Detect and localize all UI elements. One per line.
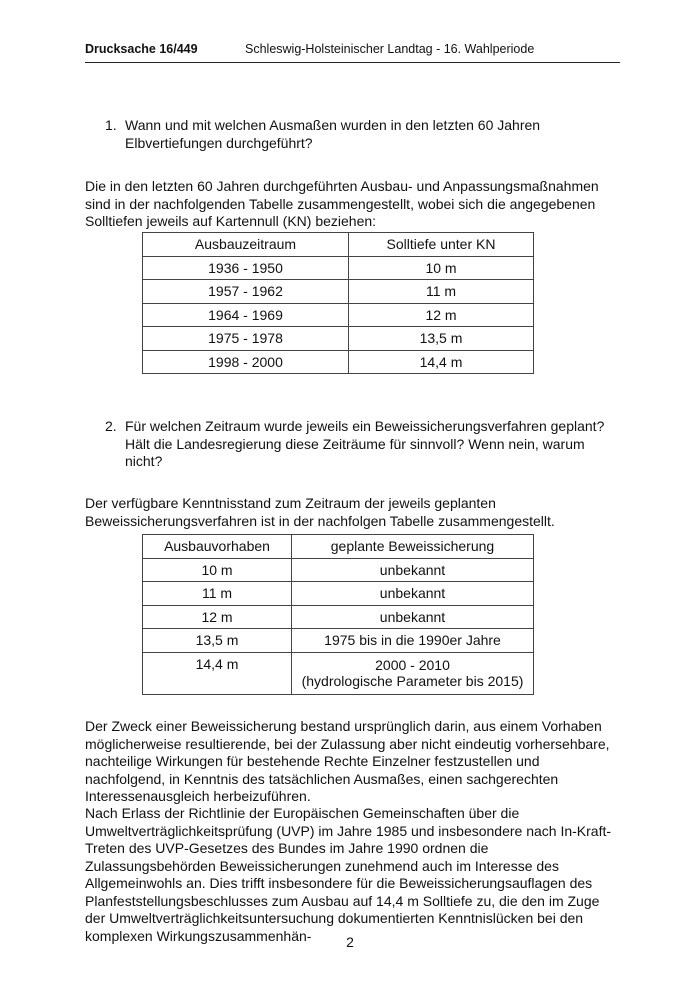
table-cell: 1964 - 1969 (143, 303, 349, 327)
table-row (143, 605, 534, 629)
table-cell: unbekannt (292, 582, 534, 606)
paragraph-uvp: Nach Erlass der Richtlinie der Europäischen Gemeinschaften über die Umweltverträglichkeitsprüfung (UVP) im Jahre 1985 und insbesondere nach In-Kraft-Treten des UVP-Gesetzes des Bundes im Jahre 1990 ordnen die Zulassungsbehörden Beweissicherungen zunehmend auch im Interesse des Allgemeinwohls an. Dies trifft insbesondere für die Beweissicherungsauflagen des Planfeststellungsbeschlusses zum Ausbau auf 14,4 m Solltiefe zu, die den im Zuge der Umweltverträglichkeitsuntersuchung dokumentierten Kenntnislücken bei den komplexen Wirkungszusammenhän- (85, 805, 612, 944)
table-row (143, 629, 534, 653)
table-cell: 11 m (143, 582, 292, 606)
table-row (143, 582, 534, 606)
table-header-row (143, 233, 534, 257)
table-row (143, 256, 534, 280)
table-cell: 11 m (349, 280, 534, 304)
table-cell: 1975 - 1978 (143, 327, 349, 351)
table-cell: 14,4 m (143, 652, 292, 694)
table-cell: 14,4 m (349, 350, 534, 374)
table-header-cell: geplante Beweissicherung (292, 535, 534, 559)
table-cell: 12 m (349, 303, 534, 327)
table-header-cell: Ausbauzeitraum (143, 233, 349, 257)
table-header-cell: Ausbauvorhaben (143, 535, 292, 559)
answer-2-intro: Der verfügbare Kenntnisstand zum Zeitraum der jeweils geplanten Beweissicherungsverfahren ist in der nachfolgen Tabelle zusammengestellt. (85, 495, 555, 529)
answer-1-intro: Die in den letzten 60 Jahren durchgeführten Ausbau- und Anpassungsmaßnahmen sind in der nachfolgenden Tabelle zusammengestellt, wobei sich die angegebenen Solltiefen jeweils auf Kartennull (KN) beziehen: (85, 178, 599, 229)
table-cell: 10 m (349, 256, 534, 280)
table-header-cell: Solltiefe unter KN (349, 233, 534, 257)
table-cell: unbekannt (292, 605, 534, 629)
table-cell (292, 652, 534, 694)
table-cell: 1998 - 2000 (143, 350, 349, 374)
table-cell: 1957 - 1962 (143, 280, 349, 304)
table-expansion-depths (142, 232, 534, 374)
table-row (143, 350, 534, 374)
question-1-text: Wann und mit welchen Ausmaßen wurden in den letzten 60 Jahren Elbvertiefungen durchgeführt? (125, 117, 541, 151)
table-cell-line: 2000 - 2010 (375, 657, 450, 673)
table-cell: 1975 bis in die 1990er Jahre (292, 629, 534, 653)
table-cell: 13,5 m (143, 629, 292, 653)
table-cell: 13,5 m (349, 327, 534, 351)
question-2 (105, 418, 620, 471)
table-evidence-periods (142, 534, 534, 695)
page-number: 2 (346, 934, 354, 950)
table-cell: 1936 - 1950 (143, 256, 349, 280)
table-cell-line: (hydrologische Parameter bis 2015) (301, 673, 524, 689)
question-2-number: 2. (105, 418, 117, 434)
parliament-title: Schleswig-Holsteinischer Landtag - 16. Wahlperiode (245, 42, 535, 56)
table-row (143, 280, 534, 304)
paragraph-purpose: Der Zweck einer Beweissicherung bestand ursprünglich darin, aus einem Vorhaben möglicherweise resultierende, bei der Zulassung aber nicht eindeutig vorhersehbare, nachteilige Wirkungen für bestehende Rechte Einzelner festzustellen und nachfolgend, in Kenntnis des tatsächlichen Ausmaßes, einen sachgerechten Interessenausgleich herbeizuführen. (85, 718, 610, 804)
document-number: Drucksache 16/449 (85, 42, 198, 56)
page-header (85, 40, 620, 63)
table-row (143, 303, 534, 327)
question-1-number: 1. (105, 117, 117, 133)
table-cell: unbekannt (292, 558, 534, 582)
table-row (143, 327, 534, 351)
table-cell: 12 m (143, 605, 292, 629)
question-2-text: Für welchen Zeitraum wurde jeweils ein Beweissicherungsverfahren geplant? Hält die Landesregierung diese Zeiträume für sinnvoll? Wenn nein, warum nicht? (125, 418, 605, 469)
table-cell: 10 m (143, 558, 292, 582)
question-1 (105, 117, 620, 152)
table-row (143, 652, 534, 694)
table-row (143, 558, 534, 582)
table-header-row (143, 535, 534, 559)
